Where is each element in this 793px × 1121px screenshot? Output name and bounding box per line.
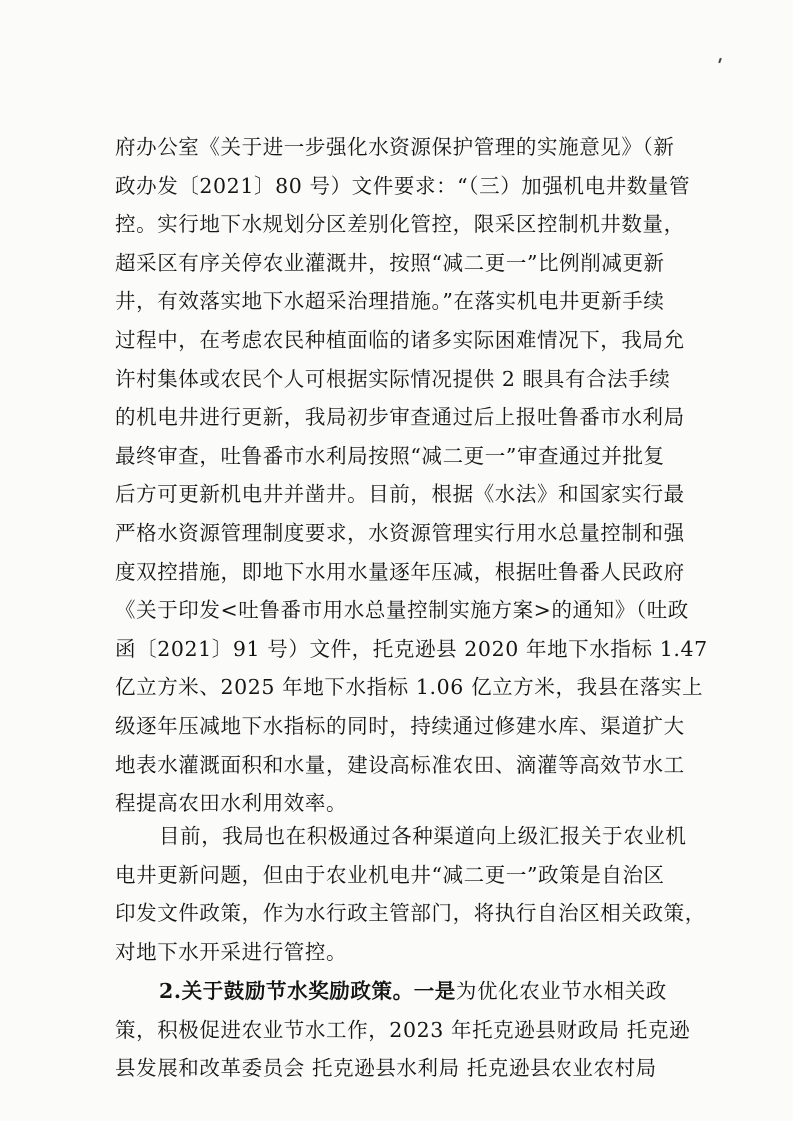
section-heading: 2.关于鼓励节水奖励政策。 <box>159 979 414 1003</box>
text-line: 许村集体或农民个人可根据实际情况提供 2 眼具有合法手续 <box>115 366 671 391</box>
text-line: 控。实行地下水规划分区差别化管控，限采区控制机井数量， <box>115 212 685 237</box>
text-line <box>115 972 687 1011</box>
text-line: 印发文件政策，作为水行政主管部门，将执行自治区相关政策， <box>115 901 706 926</box>
text-line: 亿立方米、2025 年地下水指标 1.06 亿立方米，我县在落实上 <box>115 675 704 700</box>
text-line: 电井更新问题，但由于农业机电井“减二更一”政策是自治区 <box>115 862 665 887</box>
text-line: 函〔2021〕91 号）文件，托克逊县 2020 年地下水指标 1.47 <box>115 636 708 661</box>
paragraph-2 <box>115 817 706 971</box>
text-line: 后方可更新机电井并凿井。目前，根据《水法》和国家实行最 <box>115 482 685 507</box>
text-line: 严格水资源管理制度要求，水资源管理实行用水总量控制和强 <box>115 520 685 545</box>
paragraph-1 <box>115 128 708 823</box>
text-line: 度双控措施，即地下水用水量逐年压减，根据吐鲁番人民政府 <box>115 559 685 584</box>
text-line: 府办公室《关于进一步强化水资源保护管理的实施意见》（新 <box>115 135 675 159</box>
text-line: 《关于印发<吐鲁番市用水总量控制实施方案>的通知》（吐政 <box>115 598 689 623</box>
text-line: 超采区有序关停农业灌溉井，按照“减二更一”比例削减更新 <box>115 250 665 275</box>
text-line: 级逐年压减地下水指标的同时，持续通过修建水库、渠道扩大 <box>115 713 685 738</box>
text-line: 策，积极促进农业节水工作，2023 年托克逊县财政局 托克逊 <box>115 1017 691 1042</box>
paragraph-3 <box>115 972 691 1088</box>
text-line: 政办发〔2021〕80 号）文件要求：“（三）加强机电井数量管 <box>115 173 691 198</box>
lead-phrase: 一是 <box>413 979 456 1003</box>
scan-mark <box>718 58 722 63</box>
text-line: 县发展和改革委员会 托克逊县水利局 托克逊县农业农村局 <box>115 1056 657 1081</box>
text-line: 井，有效落实地下水超采治理措施。”在落实机电井更新手续 <box>115 289 665 314</box>
text-line: 最终审查，吐鲁番市水利局按照“减二更一”审查通过并批复 <box>115 443 665 468</box>
text-line: 对地下水开采进行管控。 <box>115 939 348 964</box>
text-line: 程提高农田水利用效率。 <box>115 791 348 816</box>
text-line: 的机电井进行更新，我局初步审查通过后上报吐鲁番市水利局 <box>115 405 685 430</box>
text-line: 目前，我局也在积极通过各种渠道向上级汇报关于农业机 <box>159 824 687 848</box>
text-line: 地表水灌溉面积和水量，建设高标准农田、滴灌等高效节水工 <box>115 752 685 777</box>
text-span: 为优化农业节水相关政 <box>455 979 667 1003</box>
text-line: 过程中，在考虑农民种植面临的诸多实际困难情况下，我局允 <box>115 327 685 352</box>
